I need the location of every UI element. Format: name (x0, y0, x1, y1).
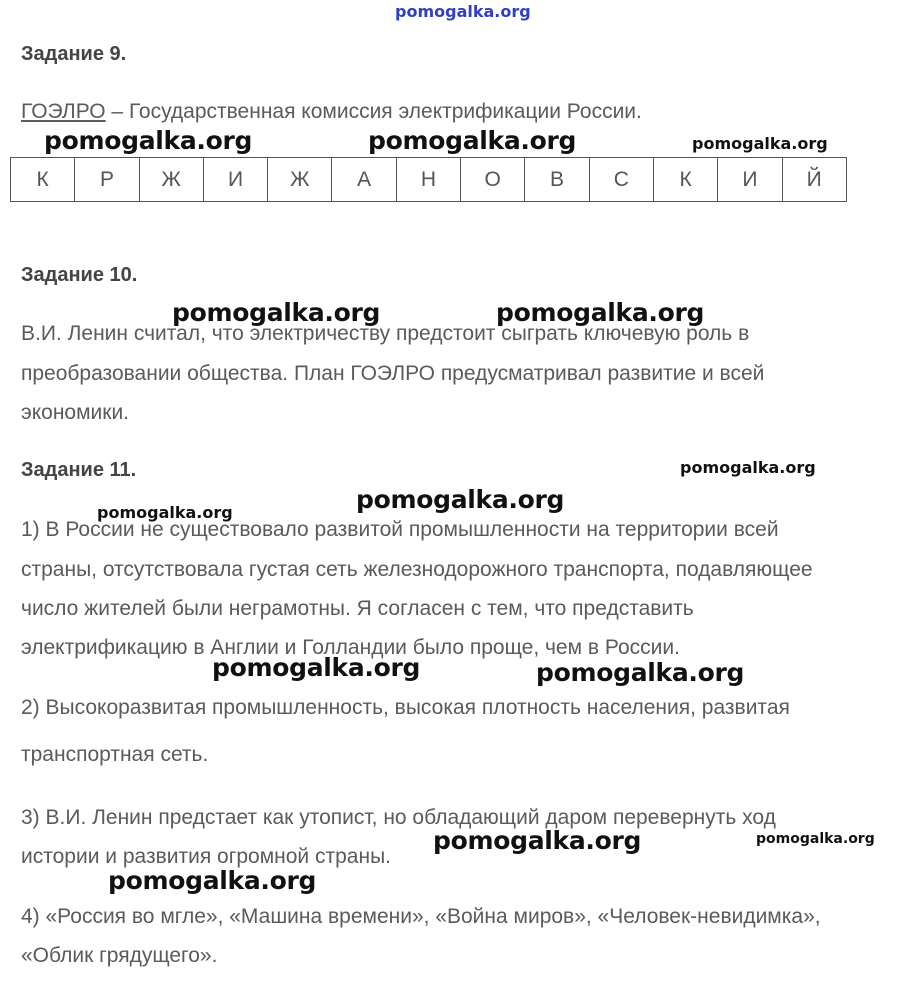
crossword-answer-grid (10, 157, 847, 202)
answer4-line: «Облик грядущего». (21, 944, 218, 967)
watermark: pomogalka.org (496, 298, 705, 327)
watermark-top: pomogalka.org (395, 2, 531, 21)
letter-cell: В (525, 158, 589, 202)
task10-heading: Задание 10. (21, 264, 138, 286)
watermark: pomogalka.org (97, 503, 233, 522)
task9-heading: Задание 9. (21, 43, 127, 65)
answer4-line: 4) «Россия во мгле», «Машина времени», «Война миров», «Человек-невидимка», (21, 905, 821, 928)
letter-cell: Ж (139, 158, 203, 202)
task10-line: В.И. Ленин считал, что электричеству предстоит сыграть ключевую роль в (21, 322, 750, 345)
task9-definition (21, 100, 642, 124)
letter-cell: К (653, 158, 717, 202)
letter-cell: Ж (268, 158, 332, 202)
watermark: pomogalka.org (536, 658, 745, 687)
answer3-line: 3) В.И. Ленин предстает как утопист, но обладающий даром перевернуть ход (21, 806, 776, 829)
watermark: pomogalka.org (108, 866, 317, 895)
answer1-line: электрификацию в Англии и Голландии было проще, чем в России. (21, 636, 680, 659)
letter-cell: С (589, 158, 653, 202)
letter-cell: Н (396, 158, 460, 202)
task10-line: экономики. (21, 401, 130, 424)
watermark: pomogalka.org (44, 126, 253, 155)
letter-cell: О (461, 158, 525, 202)
goelro-abbr: ГОЭЛРО (21, 100, 106, 123)
goelro-definition-text: – Государственная комиссия электрификации России. (105, 100, 642, 123)
watermark: pomogalka.org (172, 298, 381, 327)
watermark: pomogalka.org (356, 485, 565, 514)
letter-cell: К (11, 158, 75, 202)
answer2-line: транспортная сеть. (21, 743, 209, 766)
watermark: pomogalka.org (680, 458, 816, 477)
answer1-line: число жителей были неграмотны. Я согласен с тем, что представить (21, 597, 694, 620)
answer1-line: страны, отсутствовала густая сеть железнодорожного транспорта, подавляющее (21, 558, 813, 581)
watermark: pomogalka.org (368, 126, 577, 155)
letter-cell: И (718, 158, 782, 202)
task10-line: преобразовании общества. План ГОЭЛРО предусматривал развитие и всей (21, 362, 765, 385)
answer1-line: 1) В России не существовало развитой промышленности на территории всей (21, 518, 779, 541)
letter-cell: И (203, 158, 267, 202)
letters-row (11, 158, 847, 202)
watermark: pomogalka.org (433, 826, 642, 855)
letter-cell: А (332, 158, 396, 202)
answer2-line: 2) Высокоразвитая промышленность, высокая плотность населения, развитая (21, 696, 790, 719)
task11-heading: Задание 11. (21, 459, 137, 481)
watermark: pomogalka.org (212, 653, 421, 682)
watermark: pomogalka.org (692, 134, 828, 153)
watermark: pomogalka.org (756, 831, 875, 847)
letter-cell: Й (782, 158, 846, 202)
answer3-line: истории и развития огромной страны. (21, 845, 392, 868)
letter-cell: Р (75, 158, 139, 202)
